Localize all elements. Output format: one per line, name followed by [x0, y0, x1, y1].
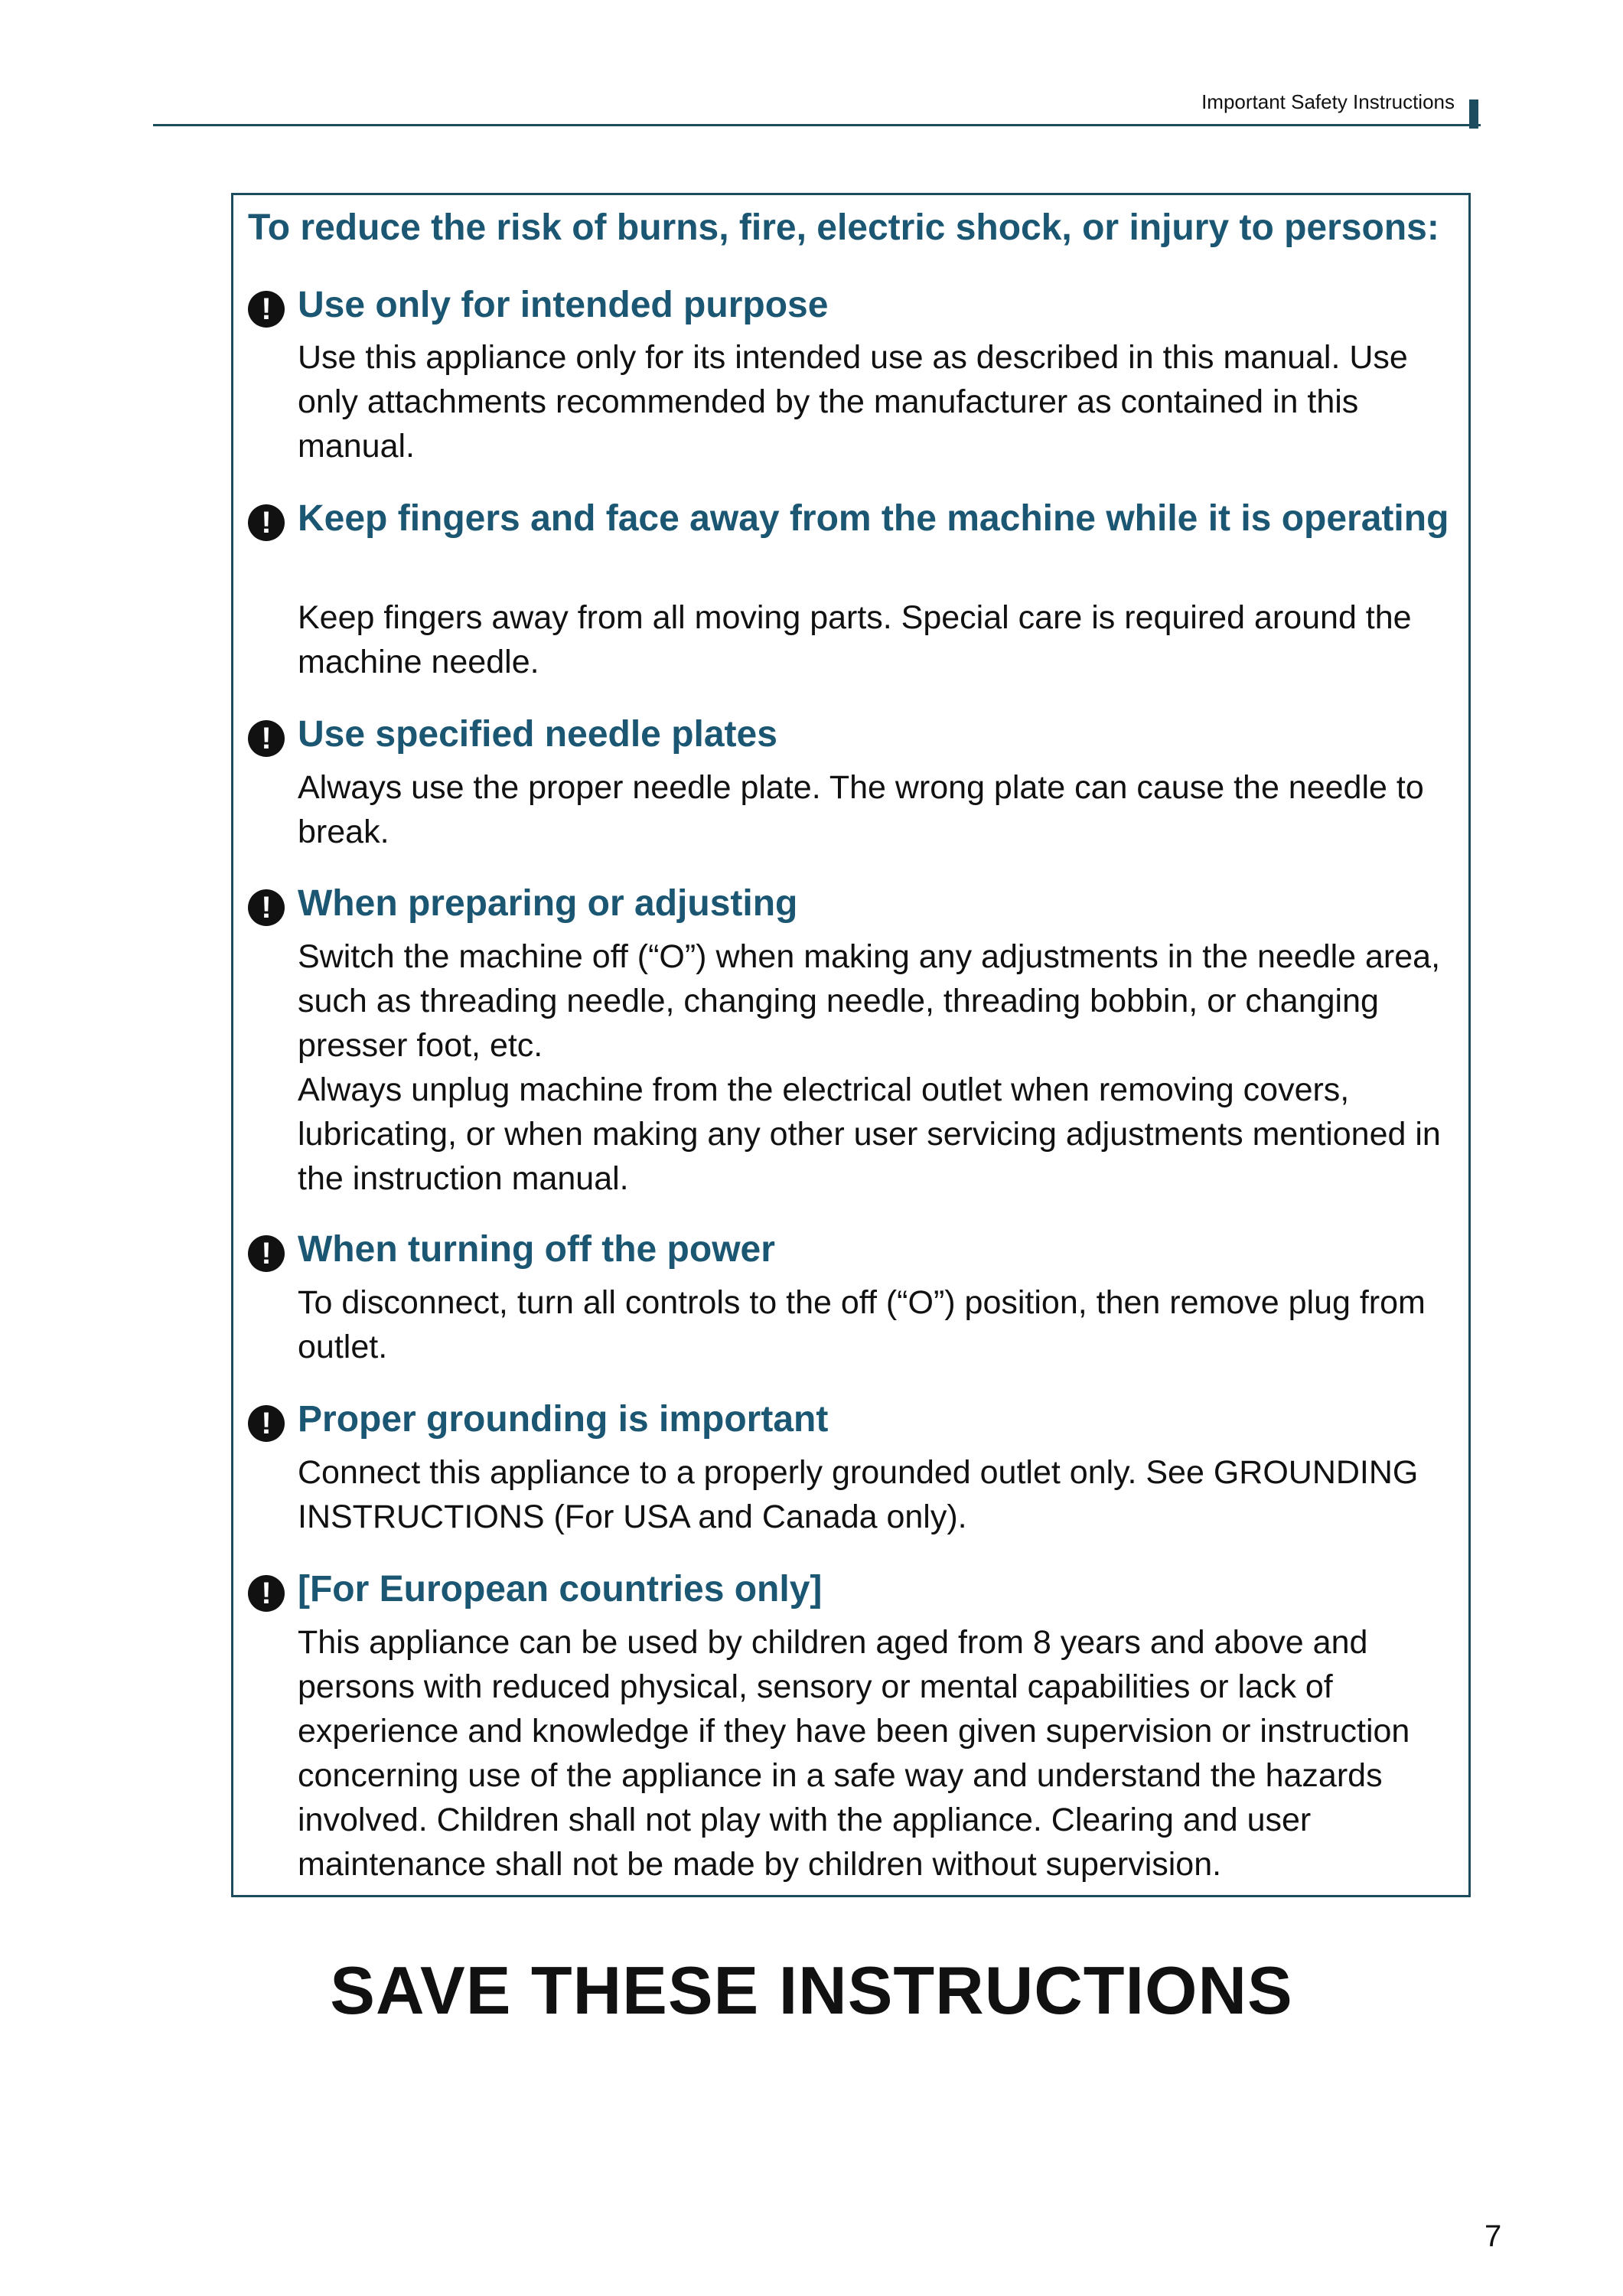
warning-item-body: [298, 595, 1468, 684]
warning-item-body: [298, 335, 1468, 468]
warning-item-title: Proper grounding is important: [298, 1399, 829, 1440]
warning-item-body: [298, 765, 1468, 854]
exclamation-icon: !: [248, 889, 285, 926]
exclamation-icon: !: [248, 291, 285, 328]
warning-item-paragraph: Keep fingers away from all moving parts. Special care is required around the machine needle.: [298, 599, 1412, 680]
warning-item-title: Use only for intended purpose: [298, 285, 829, 325]
warning-item-title: When preparing or adjusting: [298, 883, 798, 924]
warning-item-paragraph: To disconnect, turn all controls to the off (“O”) position, then remove plug from outlet.: [298, 1284, 1426, 1365]
warning-item-body: [298, 1450, 1468, 1539]
warning-item-title: When turning off the power: [298, 1229, 775, 1270]
header-accent-bar: [1469, 99, 1478, 129]
warning-item-paragraph: Switch the machine off (“O”) when making any adjustments in the needle area, such as threading needle, changing needle, threading bobbin, or changing presser foot, etc.: [298, 938, 1441, 1064]
warning-item-paragraph: Use this appliance only for its intended use as described in this manual. Use only attachments recommended by the manufacturer as contained in this manual.: [298, 339, 1408, 465]
warning-item-paragraph: Connect this appliance to a properly grounded outlet only. See GROUNDING INSTRUCTIONS (For USA and Canada only).: [298, 1454, 1419, 1535]
warning-item-title: Keep fingers and face away from the machine while it is operating: [298, 498, 1449, 539]
warning-item-title: [For European countries only]: [298, 1569, 823, 1609]
header-rule: [153, 124, 1481, 126]
page-number: 7: [1484, 2219, 1502, 2253]
warning-box: [231, 193, 1471, 1897]
warning-item-paragraph: Always unplug machine from the electrical outlet when removing covers, lubricating, or when making any other user servicing adjustments mentioned in the instruction manual.: [298, 1071, 1441, 1197]
section-title: Important Safety Instructions: [1201, 90, 1455, 113]
exclamation-icon: !: [248, 504, 285, 541]
warning-item-body: [298, 934, 1468, 1201]
warning-item-paragraph: Always use the proper needle plate. The wrong plate can cause the needle to break.: [298, 769, 1424, 850]
warning-heading: To reduce the risk of burns, fire, electric shock, or injury to persons:: [248, 207, 1439, 248]
exclamation-icon: !: [248, 720, 285, 757]
warning-item-body: [298, 1280, 1468, 1369]
warning-item-paragraph: This appliance can be used by children aged from 8 years and above and persons with reduced physical, sensory or mental capabilities or lack of experience and knowledge if they have been given supervision or instruction concerning use of the appliance in a safe way and understand the hazards involved. Children shall not play with the appliance. Clearing and user maintenance shall not be made by children without supervision.: [298, 1624, 1410, 1883]
exclamation-icon: !: [248, 1235, 285, 1272]
save-instructions-title: SAVE THESE INSTRUCTIONS: [330, 1952, 1293, 2028]
warning-item-body: [298, 1620, 1468, 1887]
warning-item-title: Use specified needle plates: [298, 714, 777, 755]
exclamation-icon: !: [248, 1575, 285, 1612]
exclamation-icon: !: [248, 1405, 285, 1442]
